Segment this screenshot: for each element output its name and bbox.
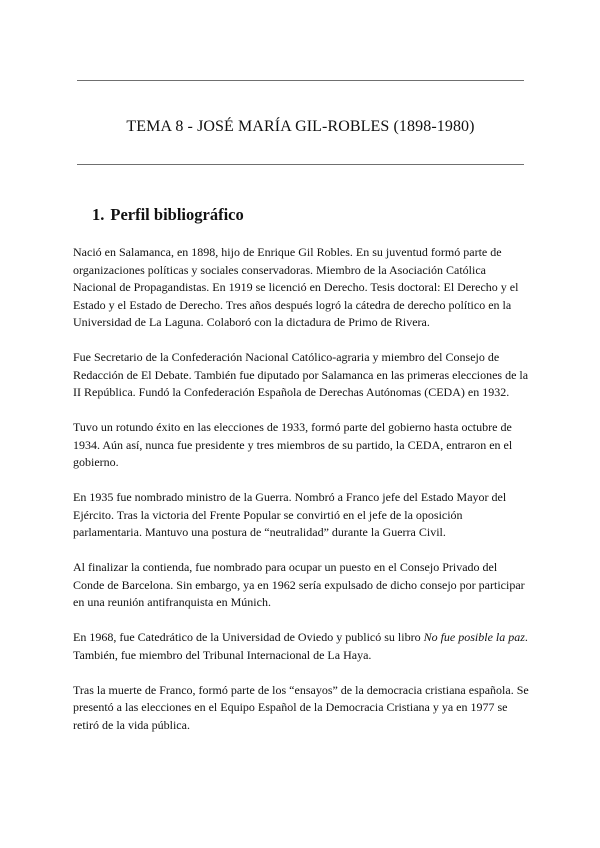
paragraph-3: Tuvo un rotundo éxito en las elecciones de 1933, formó parte del gobierno hasta octubre de 1934. Aún así, nunca fue presidente y tres miembros de su partido, la CEDA, entraron en el gobierno.: [73, 420, 513, 469]
paragraph-1: Nació en Salamanca, en 1898, hijo de Enrique Gil Robles. En su juventud formó parte de organizaciones políticas y sociales conservadoras. Miembro de la Asociación Católica Nacional de Propagandistas. En 1919 se licenció en Derecho. Tesis doctoral: El Derecho y el Estado y el Estado de Derecho. Tres años después logró la cátedra de derecho político en la Universidad de La Laguna. Colaboró con la dictadura de Primo de Rivera.: [73, 245, 519, 329]
paragraph-6: [73, 629, 529, 664]
paragraph-4: En 1935 fue nombrado ministro de la Guerra. Nombró a Franco jefe del Estado Mayor del Ejército. Tras la victoria del Frente Popular se convirtió en el jefe de la oposición parlamentaria. Mantuvo una postura de “neutralidad” durante la Guerra Civil.: [73, 490, 507, 539]
paragraph-6-text-before: En 1968, fue Catedrático de la Universidad de Oviedo y publicó su libro: [73, 630, 424, 644]
paragraph-2: Fue Secretario de la Confederación Nacional Católico-agraria y miembro del Consejo de Redacción de El Debate. También fue diputado por Salamanca en las primeras elecciones de la II República. Fundó la Confederación Española de Derechas Autónomas (CEDA) en 1932.: [73, 350, 529, 399]
section-heading-text: Perfil bibliográfico: [110, 205, 244, 224]
document-title: TEMA 8 - JOSÉ MARÍA GIL-ROBLES (1898-1980): [126, 118, 475, 135]
book-title: No fue posible la paz: [423, 630, 525, 644]
document-body: [73, 244, 529, 752]
section-number: 1.: [92, 205, 105, 224]
title-top-rule: [77, 80, 524, 81]
paragraph-7: Tras la muerte de Franco, formó parte de los “ensayos” de la democracia cristiana española. Se presentó a las elecciones en el Equipo Español de la Democracia Cristiana y ya en 1977 se retiró de la vida pública.: [73, 682, 529, 732]
title-bottom-rule: [77, 164, 524, 165]
paragraph-5: Al finalizar la contienda, fue nombrado para ocupar un puesto en el Consejo Privado del Conde de Barcelona. Sin embargo, ya en 1962 sería expulsado de dicho consejo por participar en una reunión antifranquista en Múnich.: [73, 560, 525, 609]
section-heading: [92, 205, 244, 225]
paragraph-6-text-after: . También, fue miembro del Tribunal Internacional de La Haya.: [73, 630, 528, 662]
